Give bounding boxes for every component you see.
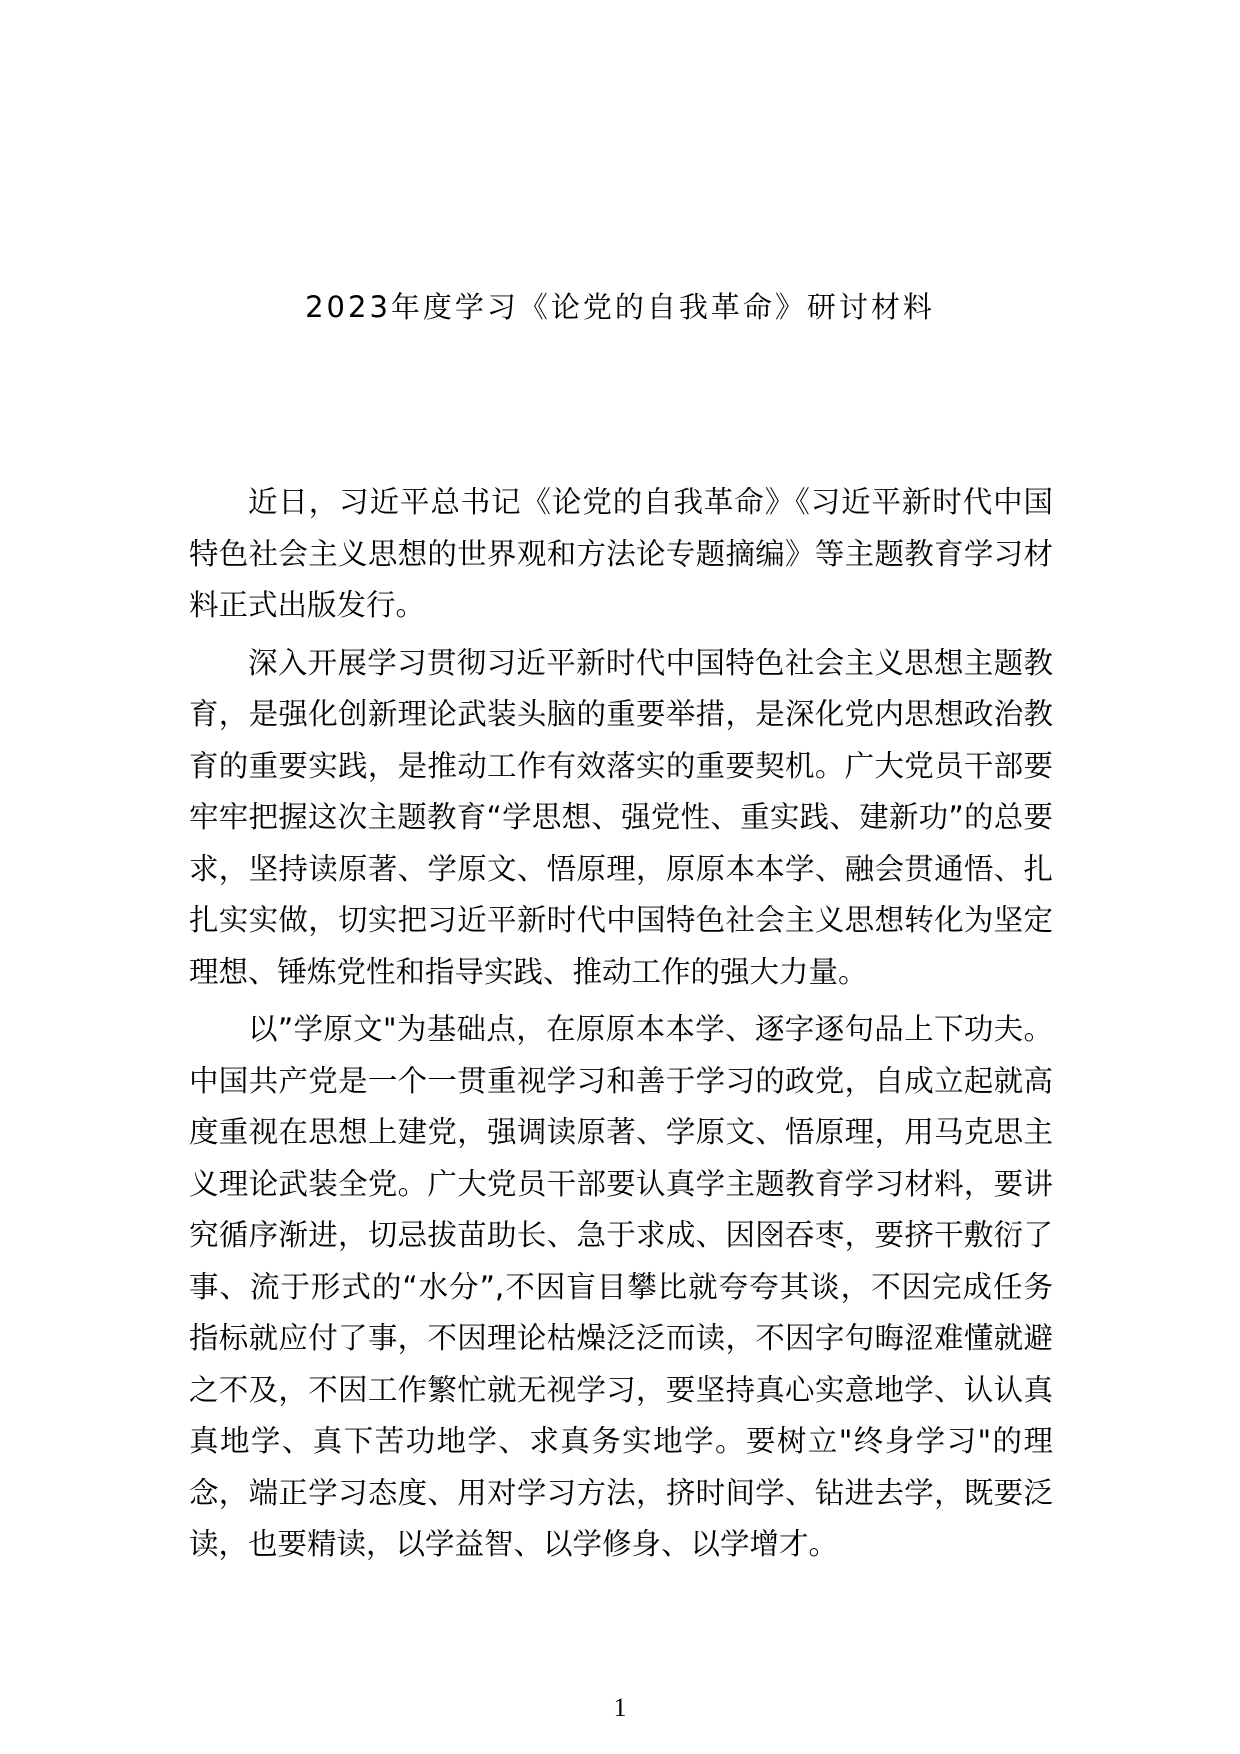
page-number: 1 [613, 1693, 627, 1722]
document-title: 2023年度学习《论党的自我革命》研讨材料 [305, 290, 935, 324]
paragraph-1: 近日，习近平总书记《论党的自我革命》《习近平新时代中国特色社会主义思想的世界观和方法论专题摘编》等主题教育学习材料正式出版发行。 [189, 485, 1053, 622]
paragraph-3: 以”学原文"为基础点，在原原本本学、逐字逐句品上下功夫。中国共产党是一个一贯重视学习和善于学习的政党，自成立起就高度重视在思想上建党，强调读原著、学原文、悟原理，用马克思主义理论武装全党。广大党员干部要认真学主题教育学习材料，要讲究循序渐进，切忌拔苗助长、急于求成、因囹吞枣，要挤干敷衍了事、流于形式的“水分”,不因盲目攀比就夸夸其谈，不因完成任务指标就应付了事，不因理论枯燥泛泛而读，不因字句晦涩难懂就避之不及，不因工作繁忙就无视学习，要坚持真心实意地学、认认真真地学、真下苦功地学、求真务实地学。要树立"终身学习"的理念，端正学习态度、用对学习方法，挤时间学、钻进去学，既要泛读，也要精读，以学益智、以学修身、以学增才。 [189, 1012, 1053, 1561]
document-body [189, 477, 1053, 1571]
paragraph-2: 深入开展学习贯彻习近平新时代中国特色社会主义思想主题教育，是强化创新理论武装头脑的重要举措，是深化党内思想政治教育的重要实践，是推动工作有效落实的重要契机。广大党员干部要牢牢把握这次主题教育“学思想、强党性、重实践、建新功”的总要求，坚持读原著、学原文、悟原理，原原本本学、融会贯通悟、扎扎实实做，切实把习近平新时代中国特色社会主义思想转化为坚定理想、锤炼党性和指导实践、推动工作的强大力量。 [189, 645, 1053, 989]
